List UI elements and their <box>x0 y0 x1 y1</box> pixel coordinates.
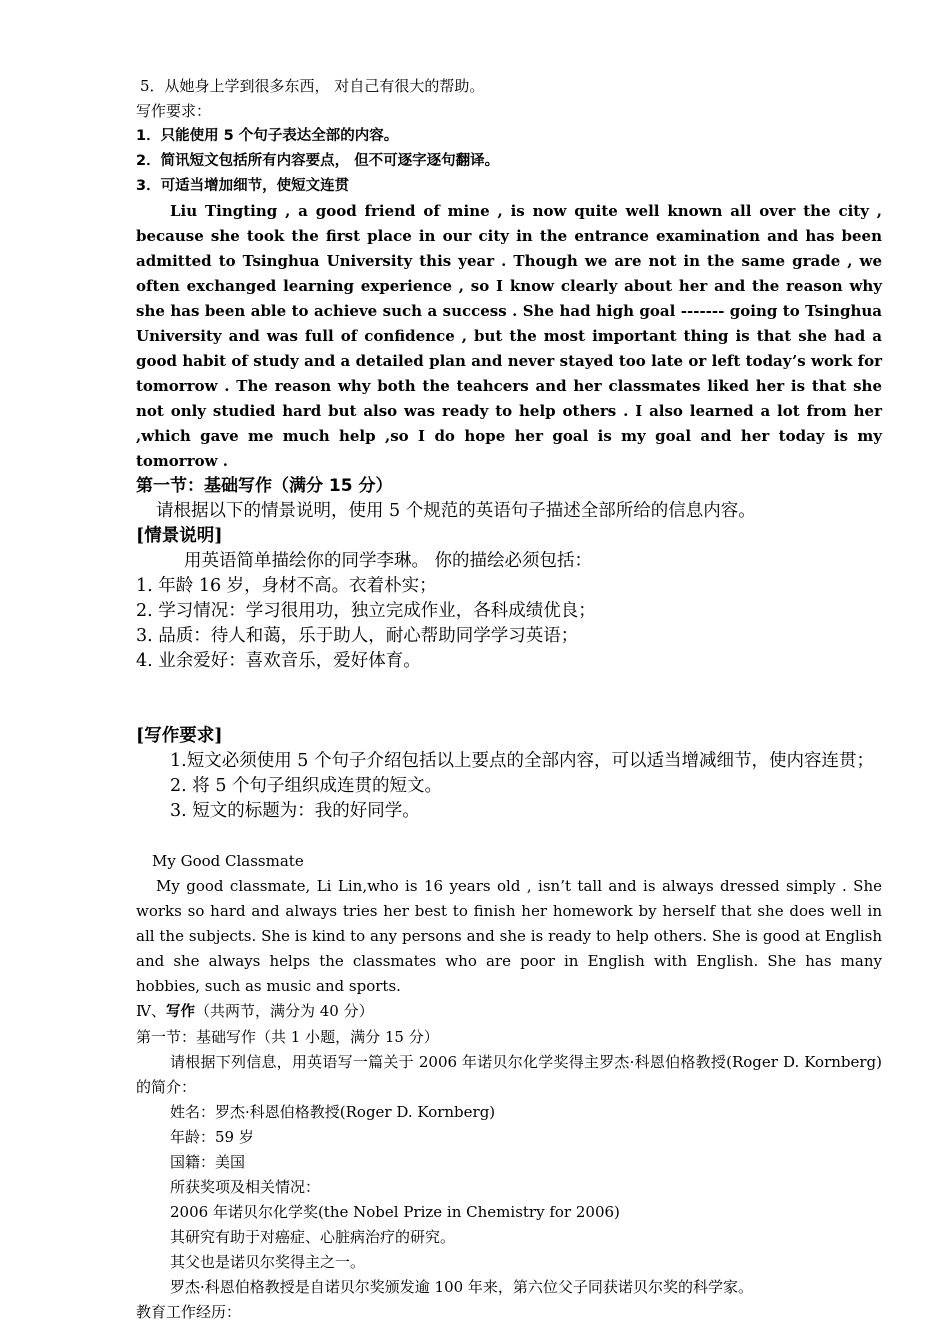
scene-intro: 用英语简单描绘你的同学李琳。 你的描绘必须包括： <box>184 551 593 571</box>
sample-essay-li-lin: My good classmate, Li Lin,who is 16 years old , isn’t tall and is always dressed simply . She works so hard and always tries her best to finish her homework by herself that she does well in all the subjects. She is kind to any persons and she is ready to help others. She is good at English and she always helps the classmates who are poor in English with English. She has many hobbies, such as music and sports. <box>136 877 882 995</box>
scene-heading: [情景说明] <box>136 526 223 546</box>
info-education-heading: 教育工作经历： <box>136 1303 242 1321</box>
part-number: Ⅳ、 <box>136 1002 166 1020</box>
writing-requirement-1: 1.短文必须使用 5 个句子介绍包括以上要点的全部内容，可以适当增减细节，使内容连贯； <box>170 751 874 771</box>
essay-title-my-good-classmate: My Good Classmate <box>152 852 304 870</box>
scene-point-2: 2. 学习情况：学习很用功，独立完成作业，各科成绩优良； <box>136 601 596 621</box>
part-four-instruction: 请根据下列信息，用英语写一篇关于 2006 年诺贝尔化学奖得主罗杰·科恩伯格教授(Roger D. Kornberg)的简介： <box>136 1053 882 1096</box>
info-award-3: 其父也是诺贝尔奖得主之一。 <box>170 1253 366 1271</box>
info-award-4: 罗杰·科恩伯格教授是自诺贝尔奖颁发逾 100 年来，第六位父子同获诺贝尔奖的科学家。 <box>170 1278 753 1296</box>
section-title-basic-writing: 第一节：基础写作（满分 15 分） <box>136 476 393 496</box>
spacer <box>136 674 882 724</box>
info-age: 年龄：59 岁 <box>170 1128 254 1146</box>
task-point-5: 5．从她身上学到很多东西， 对自己有很大的帮助。 <box>140 77 485 95</box>
section-instruction: 请根据以下的情景说明，使用 5 个规范的英语句子描述全部所给的信息内容。 <box>156 501 756 521</box>
writing-requirements-heading-2: [写作要求] <box>136 726 223 746</box>
sample-essay-liu-tingting: Liu Tingting , a good friend of mine , is now quite well known all over the city , because she took the first place in our city in the entrance examination and has been admitted to Tsinghua University this year . Though we are not in the same grade , we often exchanged learning experience , so I know clearly about her and the reason why she has been able to achieve such a success . She had high goal ------- going to Tsinghua University and was full of confidence , but the most important thing is that she had a good habit of study and a detailed plan and never stayed too late or left today’s work for tomorrow . The reason why both the teahcers and her classmates liked her is that she not only studied hard but also was ready to help others . I also learned a lot from her ,which gave me much help ,so I do hope her goal is my goal and her today is my tomorrow . <box>136 202 882 470</box>
part-title-rest: （共两节，满分为 40 分） <box>195 1002 374 1020</box>
document-page <box>136 74 882 1325</box>
requirement-2: 2．简讯短文包括所有内容要点， 但不可逐字逐句翻译。 <box>136 153 500 169</box>
scene-point-1: 1. 年龄 16 岁，身材不高。衣着朴实； <box>136 576 437 596</box>
writing-requirement-3: 3. 短文的标题为：我的好同学。 <box>170 801 420 821</box>
writing-requirement-2: 2. 将 5 个句子组织成连贯的短文。 <box>170 776 443 796</box>
info-nationality: 国籍：美国 <box>170 1153 246 1171</box>
writing-requirements-heading: 写作要求： <box>136 102 212 120</box>
info-name: 姓名：罗杰·科恩伯格教授(Roger D. Kornberg) <box>170 1103 496 1121</box>
scene-point-3: 3. 品质：待人和蔼，乐于助人，耐心帮助同学学习英语； <box>136 626 579 646</box>
requirement-3: 3．可适当增加细节，使短文连贯 <box>136 178 350 194</box>
part-four-title <box>136 999 882 1025</box>
spacer <box>136 824 882 849</box>
requirement-1: 1．只能使用 5 个句子表达全部的内容。 <box>136 128 399 144</box>
part-title-bold: 写作 <box>166 1004 195 1020</box>
scene-point-4: 4. 业余爱好：喜欢音乐，爱好体育。 <box>136 651 421 671</box>
info-awards-heading: 所获奖项及相关情况： <box>170 1178 321 1196</box>
info-award-1: 2006 年诺贝尔化学奖(the Nobel Prize in Chemistry for 2006) <box>170 1203 620 1221</box>
part-four-subtitle: 第一节：基础写作（共 1 小题，满分 15 分） <box>136 1028 439 1046</box>
info-award-2: 其研究有助于对癌症、心脏病治疗的研究。 <box>170 1228 456 1246</box>
